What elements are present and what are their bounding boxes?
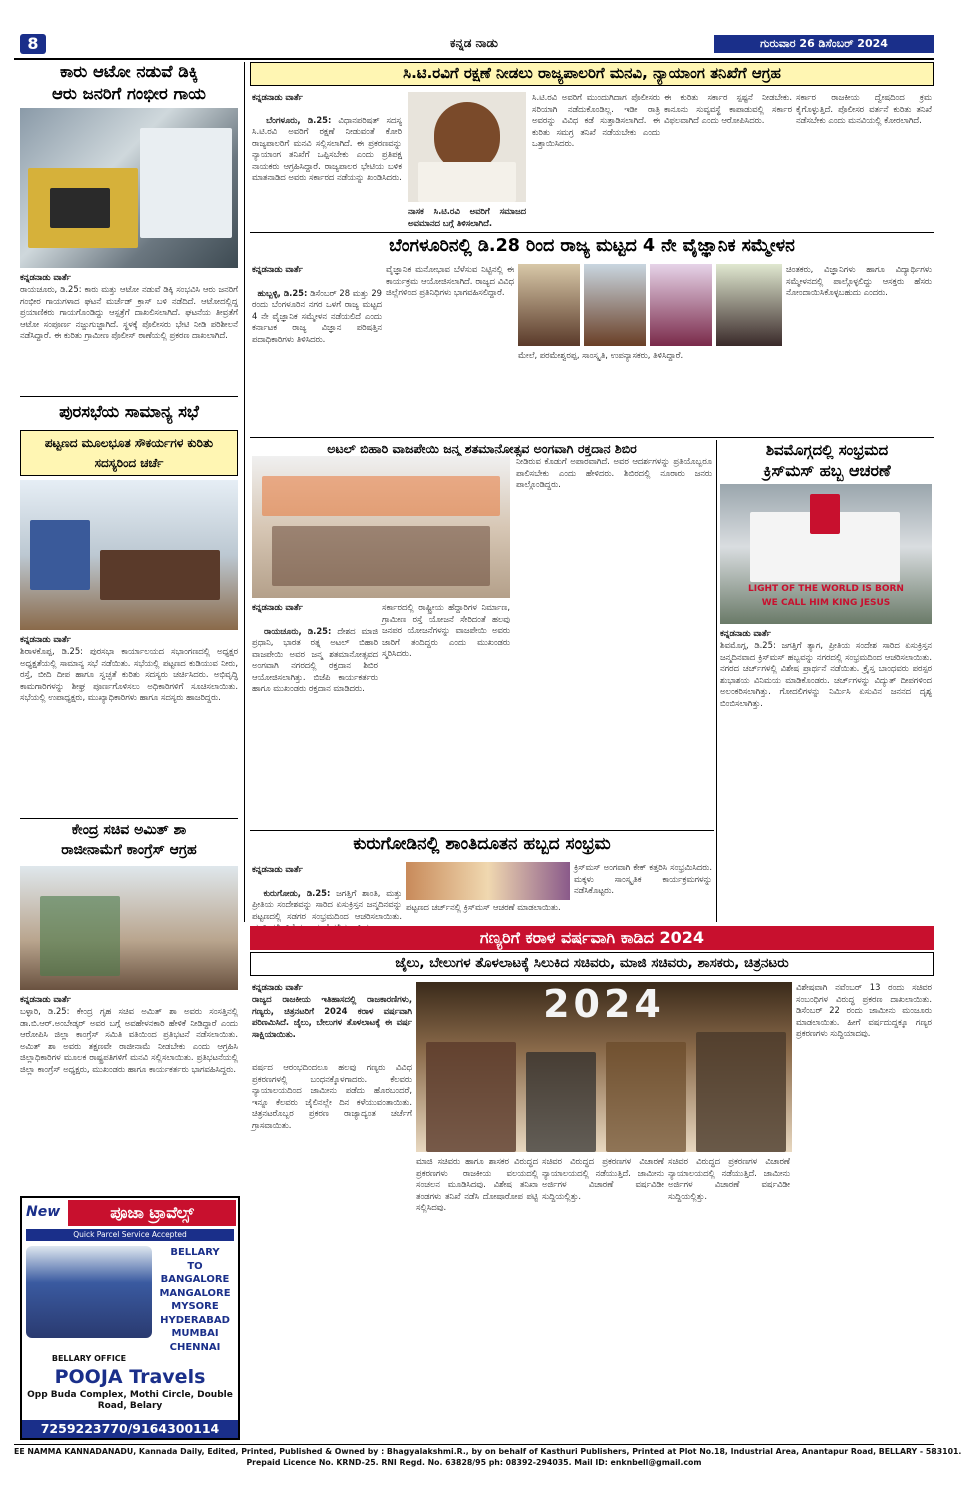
amit-shah-headline: ಕೇಂದ್ರ ಸಚಿವ ಅಮಿತ್ ಶಾ <box>71 822 187 838</box>
car-accident-headline: ಕಾರು ಆಟೋ ನಡುವೆ ಡಿಕ್ಕಿ <box>60 62 198 81</box>
kurugodu-photo <box>406 862 570 900</box>
kurugodu-col3: ಕ್ರಿಸ್‌ಮಸ್ ಅಂಗವಾಗಿ ಕೇಕ್ ಕತ್ತರಿಸಿ ಸಂಭ್ರಮಿಸಿದರು. ಮಕ್ಕಳು ಸಾಂಸ್ಕೃತಿಕ ಕಾರ್ಯಕ್ರಮಗಳನ್ನು ನಡೆಸಿಕೊಟ್ಟರು. <box>574 862 715 895</box>
year-2024-col3: ಸಚಿವರ ವಿರುದ್ಧದ ಪ್ರಕರಣಗಳ ವಿಚಾರಣೆ ನ್ಯಾಯಾಲಯದಲ್ಲಿ ನಡೆಯುತ್ತಿದೆ. ಜಾಮೀನು ಅರ್ಜಿಗಳ ವಿಚಾರಣೆ ವರ್ಷವಿಡೀ ಸುದ್ದಿಯಲ್ಲಿತ್ತು. <box>542 1156 667 1201</box>
christmas-headline-2: ಕ್ರಿಸ್‌ಮಸ್ ಹಬ್ಬ ಆಚರಣೆ <box>763 461 891 480</box>
christmas-photo <box>720 484 932 624</box>
science-conf-col1: ಹುಬ್ಬಳ್ಳಿ, ಡಿ.25: ಡಿಸೆಂಬರ್ 28 ಮತ್ತು 29 ರಂದು ಬೆಂಗಳೂರಿನ ನಗರ ಒಳಗೆ ರಾಜ್ಯ ಮಟ್ಟದ 4 ನೇ ವೈಜ್ಞಾನಿಕ ಸಮ್ಮೇಳನ ನಡೆಯಲಿದೆ ಎಂದು ಕರ್ನಾಟಕ ರಾಜ್ಯ ವಿಜ್ಞಾನ ಪರಿಷತ್ತಿನ ಪದಾಧಿಕಾರಿಗಳು ತಿಳಿಸಿದರು. <box>252 287 385 344</box>
christmas-headline: ಶಿವಮೊಗ್ಗದಲ್ಲಿ ಸಂಭ್ರಮದ <box>765 441 889 459</box>
car-accident-body: ರಾಯಚೂರು, ಡಿ.25: ಕಾರು ಮತ್ತು ಆಟೋ ನಡುವೆ ಡಿಕ್ಕಿ ಸಂಭವಿಸಿ ಆರು ಜನರಿಗೆ ಗಂಭೀರ ಗಾಯಗಳಾದ ಘಟನೆ ಮರ್ಚೆಡ್ ಕ್ರಾಸ್ ಬಳಿ ನಡೆದಿದೆ. ಆಟೋದಲ್ಲಿದ್ದ ಪ್ರಯಾಣಿಕರು ಗಾಯಗೊಂಡಿದ್ದು ಆಸ್ಪತ್ರೆಗೆ ದಾಖಲಿಸಲಾಗಿದೆ. ಘಟನೆಯ ತೀವ್ರತೆಗೆ ಆಟೋ ಸಂಪೂರ್ಣ ನಜ್ಜುಗುಜ್ಜಾಗಿದೆ. ಸ್ಥಳಕ್ಕೆ ಪೊಲೀಸರು ಭೇಟಿ ನೀಡಿ ಪರಿಶೀಲನೆ ನಡೆಸಿದ್ದಾರೆ. ಈ ಕುರಿತು ಗ್ರಾಮೀಣ ಪೊಲೀಸ್ ಠಾಣೆಯಲ್ಲಿ ಪ್ರಕರಣ ದಾಖಲಾಗಿದೆ. <box>20 284 241 340</box>
ad-bus-image <box>26 1246 152 1338</box>
ct-ravi-col5: ಸರ್ಕಾರ ರಾಜಕೀಯ ದ್ವೇಷದಿಂದ ಕ್ರಮ ಕೈಗೊಳ್ಳುತ್ತಿದೆ. ಪೊಲೀಸರ ವರ್ತನೆ ಕುರಿತು ತನಿಖೆ ನಡೆಸಬೇಕು ಎಂದು ಮನವಿಯಲ್ಲಿ ಕೋರಲಾಗಿದೆ. <box>796 92 935 125</box>
ad-brand: POOJA Travels <box>54 1366 206 1388</box>
portrait-4 <box>716 264 782 346</box>
blood-camp-headline: ಅಟಲ್ ಬಿಹಾರಿ ವಾಜಪೇಯಿ ಜನ್ಮ ಶತಮಾನೋತ್ಸವ ಅಂಗವಾಗಿ ರಕ್ತದಾನ ಶಿಬಿರ <box>327 441 637 456</box>
amit-shah-headline-2: ರಾಜೀನಾಮೆಗೆ ಕಾಂಗ್ರೆಸ್ ಆಗ್ರಹ <box>61 842 197 858</box>
ad-routes: BELLARY TO BANGALORE MANGALORE MYSORE HYDERABAD MUMBAI CHENNAI <box>159 1247 231 1353</box>
amit-shah-body: ಬಳ್ಳಾರಿ, ಡಿ.25: ಕೇಂದ್ರ ಗೃಹ ಸಚಿವ ಅಮಿತ್ ಶಾ ಅವರು ಸಂಸತ್ತಿನಲ್ಲಿ ಡಾ.ಬಿ.ಆರ್.ಅಂಬೇಡ್ಕರ್ ಅವರ ಬಗ್ಗೆ ಅವಹೇಳನಕಾರಿ ಹೇಳಿಕೆ ನೀಡಿದ್ದಾರೆ ಎಂದು ಆರೋಪಿಸಿ ಜಿಲ್ಲಾ ಕಾಂಗ್ರೆಸ್ ಸಮಿತಿ ವತಿಯಿಂದ ಪ್ರತಿಭಟನೆ ನಡೆಸಲಾಯಿತು. ಅಮಿತ್ ಶಾ ಅವರು ತಕ್ಷಣವೇ ರಾಜೀನಾಮೆ ನೀಡಬೇಕು ಎಂದು ಆಗ್ರಹಿಸಿ ಜಿಲ್ಲಾಧಿಕಾರಿಗಳ ಮೂಲಕ ರಾಷ್ಟ್ರಪತಿಗಳಿಗೆ ಮನವಿ ಸಲ್ಲಿಸಲಾಯಿತು. ಪ್ರತಿಭಟನೆಯಲ್ಲಿ ಜಿಲ್ಲಾ ಕಾಂಗ್ರೆಸ್ ಅಧ್ಯಕ್ಷರು, ಮುಖಂಡರು ಹಾಗೂ ಕಾರ್ಯಕರ್ತರು ಭಾಗವಹಿಸಿದ್ದರು. <box>20 1006 241 1074</box>
imprint-line-1: EE NAMMA KANNADANADU, Kannada Daily, Edited, Printed, Published & Owned by : Bhagyalakshmi.R., by on behalf of Kasthuri Publishers, Printed at Plot No.18, Industrial Area, Anantapur Road, BELLARY - 583101. <box>14 1447 961 1456</box>
masthead <box>14 34 934 56</box>
year-2024-col2: ಮಾಜಿ ಸಚಿವರು ಹಾಗೂ ಶಾಸಕರ ವಿರುದ್ಧದ ಪ್ರಕರಣಗಳು ರಾಜಕೀಯ ವಲಯದಲ್ಲಿ ಸಂಚಲನ ಮೂಡಿಸಿದವು. ವಿಶೇಷ ತನಿಖಾ ತಂಡಗಳು ತನಿಖೆ ನಡೆಸಿ ದೋಷಾರೋಪ ಪಟ್ಟಿ ಸಲ್ಲಿಸಿದವು. <box>416 1156 541 1212</box>
ad-address: Opp Buda Complex, Mothi Circle, Double Road, Belary <box>27 1390 233 1411</box>
year-2024-col3b: ಸಚಿವರ ವಿರುದ್ಧದ ಪ್ರಕರಣಗಳ ವಿಚಾರಣೆ ನ್ಯಾಯಾಲಯದಲ್ಲಿ ನಡೆಯುತ್ತಿದೆ. ಜಾಮೀನು ಅರ್ಜಿಗಳ ವಿಚಾರಣೆ ವರ್ಷವಿಡೀ ಸುದ್ದಿಯಲ್ಲಿತ್ತು. <box>668 1156 793 1201</box>
year-2024-col4: ವಿಶೇಷವಾಗಿ ನವೆಂಬರ್ 13 ರಂದು ಸಚಿವರ ಸಂಬಂಧಿಗಳ ವಿರುದ್ಧ ಪ್ರಕರಣ ದಾಖಲಾಯಿತು. ಡಿಸೆಂಬರ್ 22 ರಂದು ಜಾಮೀನು ಮಂಜೂರು ಮಾಡಲಾಯಿತು. ಹೀಗೆ ವರ್ಷದುದ್ದಕ್ಕೂ ಗಣ್ಯರ ಪ್ರಕರಣಗಳು ಸುದ್ದಿಯಾದವು. <box>796 982 935 1038</box>
science-conf-byline: ಕನ್ನಡನಾಡು ವಾರ್ತೆ <box>252 264 303 274</box>
paper-name: ಕನ್ನಡ ನಾಡು <box>450 36 498 50</box>
purasabhe-body: ಶಿರಾಳಕೊಪ್ಪ, ಡಿ.25: ಪುರಸಭಾ ಕಾರ್ಯಾಲಯದ ಸಭಾಂಗಣದಲ್ಲಿ ಅಧ್ಯಕ್ಷರ ಅಧ್ಯಕ್ಷತೆಯಲ್ಲಿ ಸಾಮಾನ್ಯ ಸಭೆ ನಡೆಯಿತು. ಸಭೆಯಲ್ಲಿ ಪಟ್ಟಣದ ಕುಡಿಯುವ ನೀರು, ರಸ್ತೆ, ಬೀದಿ ದೀಪ ಹಾಗೂ ಸ್ವಚ್ಛತೆ ಕುರಿತು ಸದಸ್ಯರು ಚರ್ಚಿಸಿದರು. ಅಭಿವೃದ್ಧಿ ಕಾಮಗಾರಿಗಳನ್ನು ಶೀಘ್ರ ಪೂರ್ಣಗೊಳಿಸಲು ಅಧಿಕಾರಿಗಳಿಗೆ ಸೂಚಿಸಲಾಯಿತು. ಸಭೆಯಲ್ಲಿ ಉಪಾಧ್ಯಕ್ಷರು, ಮುಖ್ಯಾಧಿಕಾರಿಗಳು ಹಾಗೂ ಸದಸ್ಯರು ಹಾಜರಿದ್ದರು. <box>20 646 241 702</box>
ct-ravi-photo-caption: ನಾಸಕ ಸಿ.ಟಿ.ರವಿ ಅವರಿಗೆ ಸಮಾಜದ ಅವಮಾನದ ಬಗ್ಗೆ ತಿಳಿಸಲಾಗಿದೆ. <box>408 206 529 228</box>
year-2024-photo <box>416 982 792 1152</box>
issue-date: ಗುರುವಾರ 26 ಡಿಸೆಂಬರ್ 2024 <box>714 35 934 53</box>
year-2024-banner-box <box>250 926 934 950</box>
purasabhe-byline: ಕನ್ನಡನಾಡು ವಾರ್ತೆ <box>20 634 71 644</box>
science-conf-portraits <box>518 264 782 346</box>
year-2024-byline: ಕನ್ನಡನಾಡು ವಾರ್ತೆ <box>252 982 303 992</box>
ct-ravi-headline: ಸಿ.ಟಿ.ರವಿಗೆ ರಕ್ಷಣೆ ನೀಡಲು ರಾಜ್ಯಪಾಲರಿಗೆ ಮನವಿ, ನ್ಯಾಯಾಂಗ ತನಿಖೆಗೆ ಆಗ್ರಹ <box>403 64 781 82</box>
ad-phone[interactable]: 7259223770/9164300114 <box>22 1420 238 1438</box>
purasabhe-photo <box>20 480 238 630</box>
ad-tagline: Quick Parcel Service Accepted <box>26 1229 234 1241</box>
year-2024-intro: ರಾಜ್ಯದ ರಾಜಕೀಯ ಇತಿಹಾಸದಲ್ಲಿ ರಾಜಕಾರಣಿಗಳು, ಗಣ್ಯರು, ಚಿತ್ರನಟರಿಗೆ 2024 ಕರಾಳ ವರ್ಷವಾಗಿ ಪರಿಣಮಿಸಿದೆ. ಜೈಲು, ಬೇಲುಗಳ ತೊಳಲಾಟಕ್ಕೆ ಈ ವರ್ಷ ಸಾಕ್ಷಿಯಾಯಿತು. <box>252 994 415 1039</box>
ad-new-label: New <box>26 1204 61 1220</box>
ad-title: ಪೂಜಾ ಟ್ರಾವೆಲ್ಸ್ <box>68 1200 236 1226</box>
year-2024-col1: ವರ್ಷದ ಆರಂಭದಿಂದಲೂ ಹಲವು ಗಣ್ಯರು ವಿವಿಧ ಪ್ರಕರಣಗಳಲ್ಲಿ ಬಂಧನಕ್ಕೊಳಗಾದರು. ಕೆಲವರು ನ್ಯಾಯಾಲಯದಿಂದ ಜಾಮೀನು ಪಡೆದು ಹೊರಬಂದರೆ, ಇನ್ನೂ ಕೆಲವರು ಜೈಲಿನಲ್ಲೇ ದಿನ ಕಳೆಯುವಂತಾಯಿತು. ಚಿತ್ರನಟರೊಬ್ಬರ ಪ್ರಕರಣ ರಾಜ್ಯಾದ್ಯಂತ ಚರ್ಚೆಗೆ ಗ್ರಾಸವಾಯಿತು. <box>252 1062 415 1130</box>
science-conf-photo-caption: ಮೇಲೆ, ಪರಮೇಶ್ವರಪ್ಪ, ಸಾಂಸ್ಕೃತಿ, ಉಪನ್ಯಾಸಕರು, ತಿಳಿಸಿದ್ದಾರೆ. <box>518 350 684 360</box>
ct-ravi-headline-box <box>250 62 934 86</box>
imprint-line-2: Prepaid Licence No. KRND-25. RNI Regd. No. 63828/95 ph: 08392-294035. Mail ID: enknbell@gmail.com <box>246 1458 702 1467</box>
car-accident-headline-2: ಆರು ಜನರಿಗೆ ಗಂಭೀರ ಗಾಯ <box>52 84 206 103</box>
science-conf-headline: ಬೆಂಗಳೂರಿನಲ್ಲಿ ಡಿ.28 ರಿಂದ ರಾಜ್ಯ ಮಟ್ಟದ 4 ನೇ ವೈಜ್ಞಾನಿಕ ಸಮ್ಮೇಳನ <box>389 236 795 256</box>
blood-camp-byline: ಕನ್ನಡನಾಡು ವಾರ್ತೆ <box>252 602 303 612</box>
portrait-2 <box>584 264 646 346</box>
car-accident-byline: ಕನ್ನಡನಾಡು ವಾರ್ತೆ <box>20 272 71 282</box>
kurugodu-headline: ಕುರುಗೋಡಿನಲ್ಲಿ ಶಾಂತಿದೂತನ ಹಬ್ಬದ ಸಂಭ್ರಮ <box>353 834 611 854</box>
kurugodu-byline: ಕನ್ನಡನಾಡು ವಾರ್ತೆ <box>252 864 303 874</box>
year-2024-subhead: ಜೈಲು, ಬೇಲುಗಳ ತೊಳಲಾಟಕ್ಕೆ ಸಿಲುಕಿದ ಸಚಿವರು, ಮಾಜಿ ಸಚಿವರು, ಶಾಸಕರು, ಚಿತ್ರನಟರು <box>395 955 789 971</box>
christmas-sign-line2: WE CALL HIM KING JESUS <box>761 598 891 608</box>
science-conf-col2: ವೈಜ್ಞಾನಿಕ ಮನೋಭಾವ ಬೆಳೆಸುವ ನಿಟ್ಟಿನಲ್ಲಿ ಈ ಕಾರ್ಯಕ್ರಮ ಆಯೋಜಿಸಲಾಗಿದೆ. ರಾಜ್ಯದ ವಿವಿಧ ಜಿಲ್ಲೆಗಳಿಂದ ಪ್ರತಿನಿಧಿಗಳು ಭಾಗವಹಿಸಲಿದ್ದಾರೆ. <box>386 264 517 297</box>
christmas-sign-line1: LIGHT OF THE WORLD IS BORN <box>748 584 904 594</box>
blood-camp-col2: ಸರ್ಕಾರದಲ್ಲಿ ರಾಷ್ಟ್ರೀಯ ಹೆದ್ದಾರಿಗಳ ನಿರ್ಮಾಣ, ಗ್ರಾಮೀಣ ರಸ್ತೆ ಯೋಜನೆ ಸೇರಿದಂತೆ ಹಲವು ಜನಪರ ಯೋಜನೆಗಳನ್ನು ವಾಜಪೇಯಿ ಅವರು ಜಾರಿಗೆ ತಂದಿದ್ದರು ಎಂದು ಮುಖಂಡರು ಸ್ಮರಿಸಿದರು. <box>382 602 513 658</box>
blood-camp-photo <box>252 456 510 598</box>
ad-office: BELLARY OFFICE <box>51 1354 127 1363</box>
portrait-1 <box>518 264 580 346</box>
car-accident-photo <box>20 108 238 268</box>
science-conf-col4: ಚಿಂತಕರು, ವಿಜ್ಞಾನಿಗಳು ಹಾಗೂ ವಿದ್ಯಾರ್ಥಿಗಳು ಸಮ್ಮೇಳನದಲ್ಲಿ ಪಾಲ್ಗೊಳ್ಳಲಿದ್ದು ಆಸಕ್ತರು ಹೆಸರು ನೋಂದಾಯಿಸಿಕೊಳ್ಳಬಹುದು ಎಂದರು. <box>786 264 935 297</box>
pooja-travels-ad[interactable] <box>20 1196 240 1440</box>
kurugodu-col1: ಕುರುಗೋಡು, ಡಿ.25: ಜಗತ್ತಿಗೆ ಶಾಂತಿ, ಮತ್ತು ಪ್ರೀತಿಯ ಸಂದೇಶವನ್ನು ಸಾರಿದ ಏಸುಕ್ರಿಸ್ತನ ಜನ್ಮದಿನವನ್ನು ಪಟ್ಟಣದಲ್ಲಿ ಸಡಗರ ಸಂಭ್ರಮದಿಂದ ಆಚರಿಸಲಾಯಿತು. <box>252 887 402 921</box>
christmas-byline: ಕನ್ನಡನಾಡು ವಾರ್ತೆ <box>720 628 771 638</box>
christmas-body: ಶಿವಮೊಗ್ಗ, ಡಿ.25: ಜಗತ್ತಿಗೆ ತ್ಯಾಗ, ಪ್ರೀತಿಯ ಸಂದೇಶ ಸಾರಿದ ಏಸುಕ್ರಿಸ್ತನ ಜನ್ಮದಿನವಾದ ಕ್ರಿಸ್‌ಮಸ್ ಹಬ್ಬವನ್ನು ನಗರದಲ್ಲಿ ಸಂಭ್ರಮದಿಂದ ಆಚರಿಸಲಾಯಿತು. ನಗರದ ಚರ್ಚ್‌ಗಳಲ್ಲಿ ವಿಶೇಷ ಪ್ರಾರ್ಥನೆ ನಡೆಯಿತು. ಕ್ರೈಸ್ತ ಬಾಂಧವರು ಪರಸ್ಪರ ಶುಭಾಶಯ ವಿನಿಮಯ ಮಾಡಿಕೊಂಡರು. ಚರ್ಚ್‌ಗಳನ್ನು ವಿದ್ಯುತ್ ದೀಪಗಳಿಂದ ಅಲಂಕರಿಸಲಾಗಿತ್ತು. ಗೋದಲಿಗಳನ್ನು ನಿರ್ಮಿಸಿ ಏಸುವಿನ ಜನನದ ದೃಶ್ಯ ಬಿಂಬಿಸಲಾಗಿತ್ತು. <box>720 640 935 708</box>
blood-camp-col1: ರಾಯಚೂರು, ಡಿ.25: ದೇಶದ ಮಾಜಿ ಪ್ರಧಾನಿ, ಭಾರತ ರತ್ನ ಅಟಲ್ ಬಿಹಾರಿ ವಾಜಪೇಯಿ ಅವರ ಜನ್ಮ ಶತಮಾನೋತ್ಸವದ ಅಂಗವಾಗಿ ನಗರದಲ್ಲಿ ರಕ್ತದಾನ ಶಿಬಿರ ಆಯೋಜಿಸಲಾಗಿತ್ತು. ಬಿಜೆಪಿ ಕಾರ್ಯಕರ್ತರು ಹಾಗೂ ಮುಖಂಡರು ರಕ್ತದಾನ ಮಾಡಿದರು. <box>252 625 381 693</box>
purasabhe-headline: ಪುರಸಭೆಯ ಸಾಮಾನ್ಯ ಸಭೆ <box>59 402 199 421</box>
year-2024-subhead-box <box>250 952 934 976</box>
purasabhe-subhead: ಪಟ್ಟಣದ ಮೂಲಭೂತ ಸೌಕರ್ಯಗಳ ಕುರಿತು ಸದಸ್ಯರಿಂದ ಚರ್ಚೆ <box>44 436 214 470</box>
year-2024-photo-text: 2024 <box>543 982 665 1026</box>
purasabhe-subhead-box <box>20 430 238 476</box>
ct-ravi-col4: ಈ ಕುರಿತು ಸರ್ಕಾರ ಸ್ಪಷ್ಟನೆ ನೀಡಬೇಕು. ಕಾನೂನು ಸುವ್ಯವಸ್ಥೆ ಕಾಪಾಡುವಲ್ಲಿ ಸರ್ಕಾರ ವಿಫಲವಾಗಿದೆ ಎಂದು ಆರೋಪಿಸಿದರು. <box>664 92 795 125</box>
kurugodu-photo-caption: ಪಟ್ಟಣದ ಚರ್ಚ್‌ನಲ್ಲಿ ಕ್ರಿಸ್‌ಮಸ್ ಆಚರಣೆ ಮಾಡಲಾಯಿತು. <box>406 902 561 912</box>
ct-ravi-col1: ಬೆಂಗಳೂರು, ಡಿ.25: ವಿಧಾನಪರಿಷತ್ ಸದಸ್ಯ ಸಿ.ಟಿ.ರವಿ ಅವರಿಗೆ ರಕ್ಷಣೆ ನೀಡುವಂತೆ ಕೋರಿ ರಾಜ್ಯಪಾಲರಿಗೆ ಮನವಿ ಸಲ್ಲಿಸಲಾಗಿದೆ. ಈ ಪ್ರಕರಣವನ್ನು ನ್ಯಾಯಾಂಗ ತನಿಖೆಗೆ ಒಪ್ಪಿಸಬೇಕು ಎಂದು ಪ್ರತಿಪಕ್ಷ ನಾಯಕರು ಆಗ್ರಹಿಸಿದ್ದಾರೆ. ರಾಜ್ಯಪಾಲರ ಭೇಟಿಯ ಬಳಿಕ ಮಾತನಾಡಿದ ಅವರು ಸರ್ಕಾರದ ನಡೆಯನ್ನು ಖಂಡಿಸಿದರು. <box>252 114 405 182</box>
ct-ravi-col3: ಸಿ.ಟಿ.ರವಿ ಅವರಿಗೆ ಮುಂದುಗಿದಾಗ ಪೊಲೀಸರು ಸರಿಯಾಗಿ ನಡೆದುಕೊಂಡಿಲ್ಲ. ಇಡೀ ರಾತ್ರಿ ಅವರನ್ನು ವಿವಿಧ ಕಡೆ ಸುತ್ತಾಡಿಸಲಾಗಿದೆ. ಈ ಕುರಿತು ಸಮಗ್ರ ತನಿಖೆ ನಡೆಯಬೇಕು ಎಂದು ಒತ್ತಾಯಿಸಿದರು. <box>532 92 663 148</box>
portrait-3 <box>650 264 712 346</box>
ct-ravi-byline: ಕನ್ನಡನಾಡು ವಾರ್ತೆ <box>252 92 303 102</box>
year-2024-banner: ಗಣ್ಯರಿಗೆ ಕರಾಳ ವರ್ಷವಾಗಿ ಕಾಡಿದ 2024 <box>479 928 705 947</box>
page-number: 8 <box>20 34 46 54</box>
amit-shah-byline: ಕನ್ನಡನಾಡು ವಾರ್ತೆ <box>20 994 71 1004</box>
ct-ravi-photo <box>408 92 526 202</box>
blood-camp-col3: ನೀಡಿರುವ ಕೊಡುಗೆ ಅಪಾರವಾಗಿದೆ. ಅವರ ಆದರ್ಶಗಳನ್ನು ಪ್ರತಿಯೊಬ್ಬರೂ ಪಾಲಿಸಬೇಕು ಎಂದು ಹೇಳಿದರು. ಶಿಬಿರದಲ್ಲಿ ನೂರಾರು ಜನರು ಪಾಲ್ಗೊಂಡಿದ್ದರು. <box>516 456 715 489</box>
amit-shah-photo <box>20 866 238 990</box>
